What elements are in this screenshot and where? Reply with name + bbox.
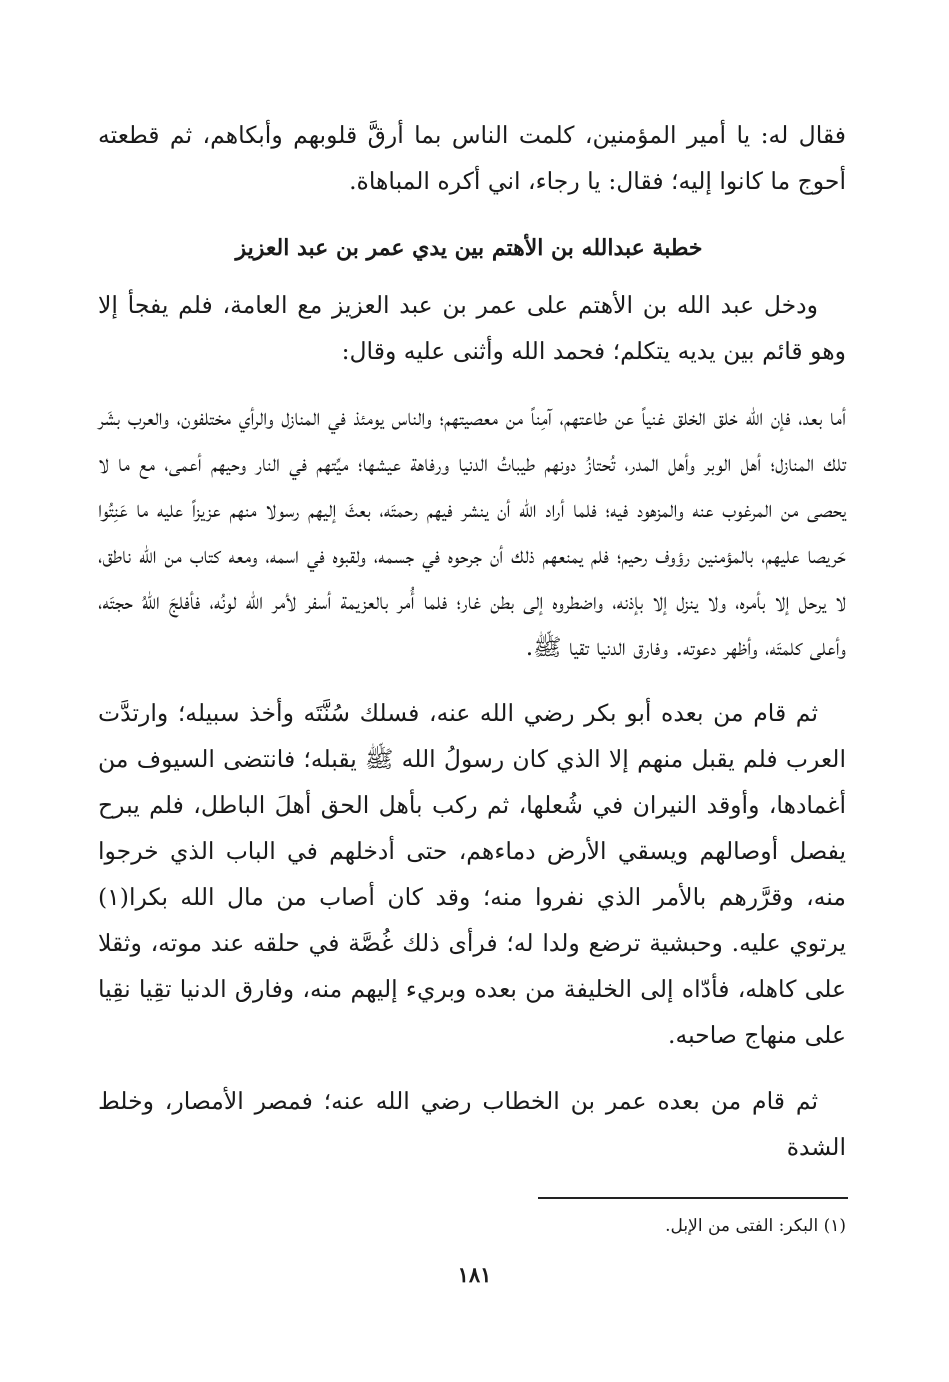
paragraph-umar: ثم قام من بعده عمر بن الخطاب رضي الله عنه؛ فمصر الأمصار، وخلط الشدة xyxy=(98,1087,846,1161)
page-body xyxy=(98,112,846,1170)
page-number: ١٨١ xyxy=(457,1262,492,1287)
footnote: (١) البكر: الفتى من الإبل. xyxy=(665,1216,846,1236)
footnote-separator xyxy=(538,1197,848,1199)
paragraph-introduction: ودخل عبد الله بن الأهتم على عمر بن عبد العزيز مع العامة، فلم يفجأ إلا وهو قائم بين يديه يتكلم؛ فحمد الله وأثنى عليه وقال: xyxy=(98,291,846,365)
paragraph-abu-bakr: ثم قام من بعده أبو بكر رضي الله عنه، فسلك سُنَّتَه وأخذ سبيله؛ وارتدَّت العرب فلم يقبل منهم إلا الذي كان رسولُ الله ﷺ يقبله؛ فانتضى السيوف من أغمادها، وأوقد النيران في شُعلها، ثم ركب بأهل الحق أهلَ الباطل، فلم يبرح يفصل أوصالهم ويسقي الأرض دماءهم، حتى أدخلهم في الباب الذي خرجوا منه، وقرَّرهم بالأمر الذي نفروا منه؛ وقد كان أصاب من مال الله بكرا(١) يرتوي عليه. وحبشية ترضع ولدا له؛ فرأى ذلك غُصَّة في حلقه عند موته، وثقلا على كاهله، فأدّاه إلى الخليفة من بعده وبريء إليهم منه، وفارق الدنيا تقِيا نقِيا على منهاج صاحبه. xyxy=(98,699,846,1049)
paragraph-opening: فقال له: يا أمير المؤمنين، كلمت الناس بما أرقَّ قلوبهم وأبكاهم، ثم قطعته أحوج ما كانوا إليه؛ فقال: يا رجاء، اني أكره المباهاة. xyxy=(98,121,846,195)
paragraph-sermon-prophet: أما بعد، فإن الله خلق الخلق غنياً عن طاعتهم، آمِناً من معصيتهم؛ والناس يومئذ في المنازل والرأي مختلفون، والعرب بشَر تلك المنازل؛ أهل الوبر وأهل المدر، تُحتازُ دونهم طيباتُ الدنيا ورفاهة عيشها؛ ميِّتهم في النار وحيهم أعمى، مع ما لا يحصى من المرغوب عنه والمزهود فيه؛ فلما أراد الله أن ينشر فيهم رحمتَه، بعثَ إليهم رسولا منهم عزيزاً عليه ما عَنِتُوا حَريصا عليهم، بالمؤمنين رؤوف رحيم؛ فلم يمنعهم ذلك أن جرحوه في جسمه، ولقبوه في اسمه، ومعه كتاب من الله ناطق، لا يرحل إلا بأمره، ولا ينزل إلا بإذنه، واضطروه إلى بطن غار؛ فلما أُمر بالعزيمة أسفر لأمر الله لونُه، فأفلجَ اللهُ حجتَه، وأعلى كلمتَه، وأظهر دعوته. وفارق الدنيا تقيا ﷺ. xyxy=(98,403,846,661)
section-heading: خطبة عبدالله بن الأهتم بين يدي عمر بن عبد العزيز xyxy=(235,235,703,261)
